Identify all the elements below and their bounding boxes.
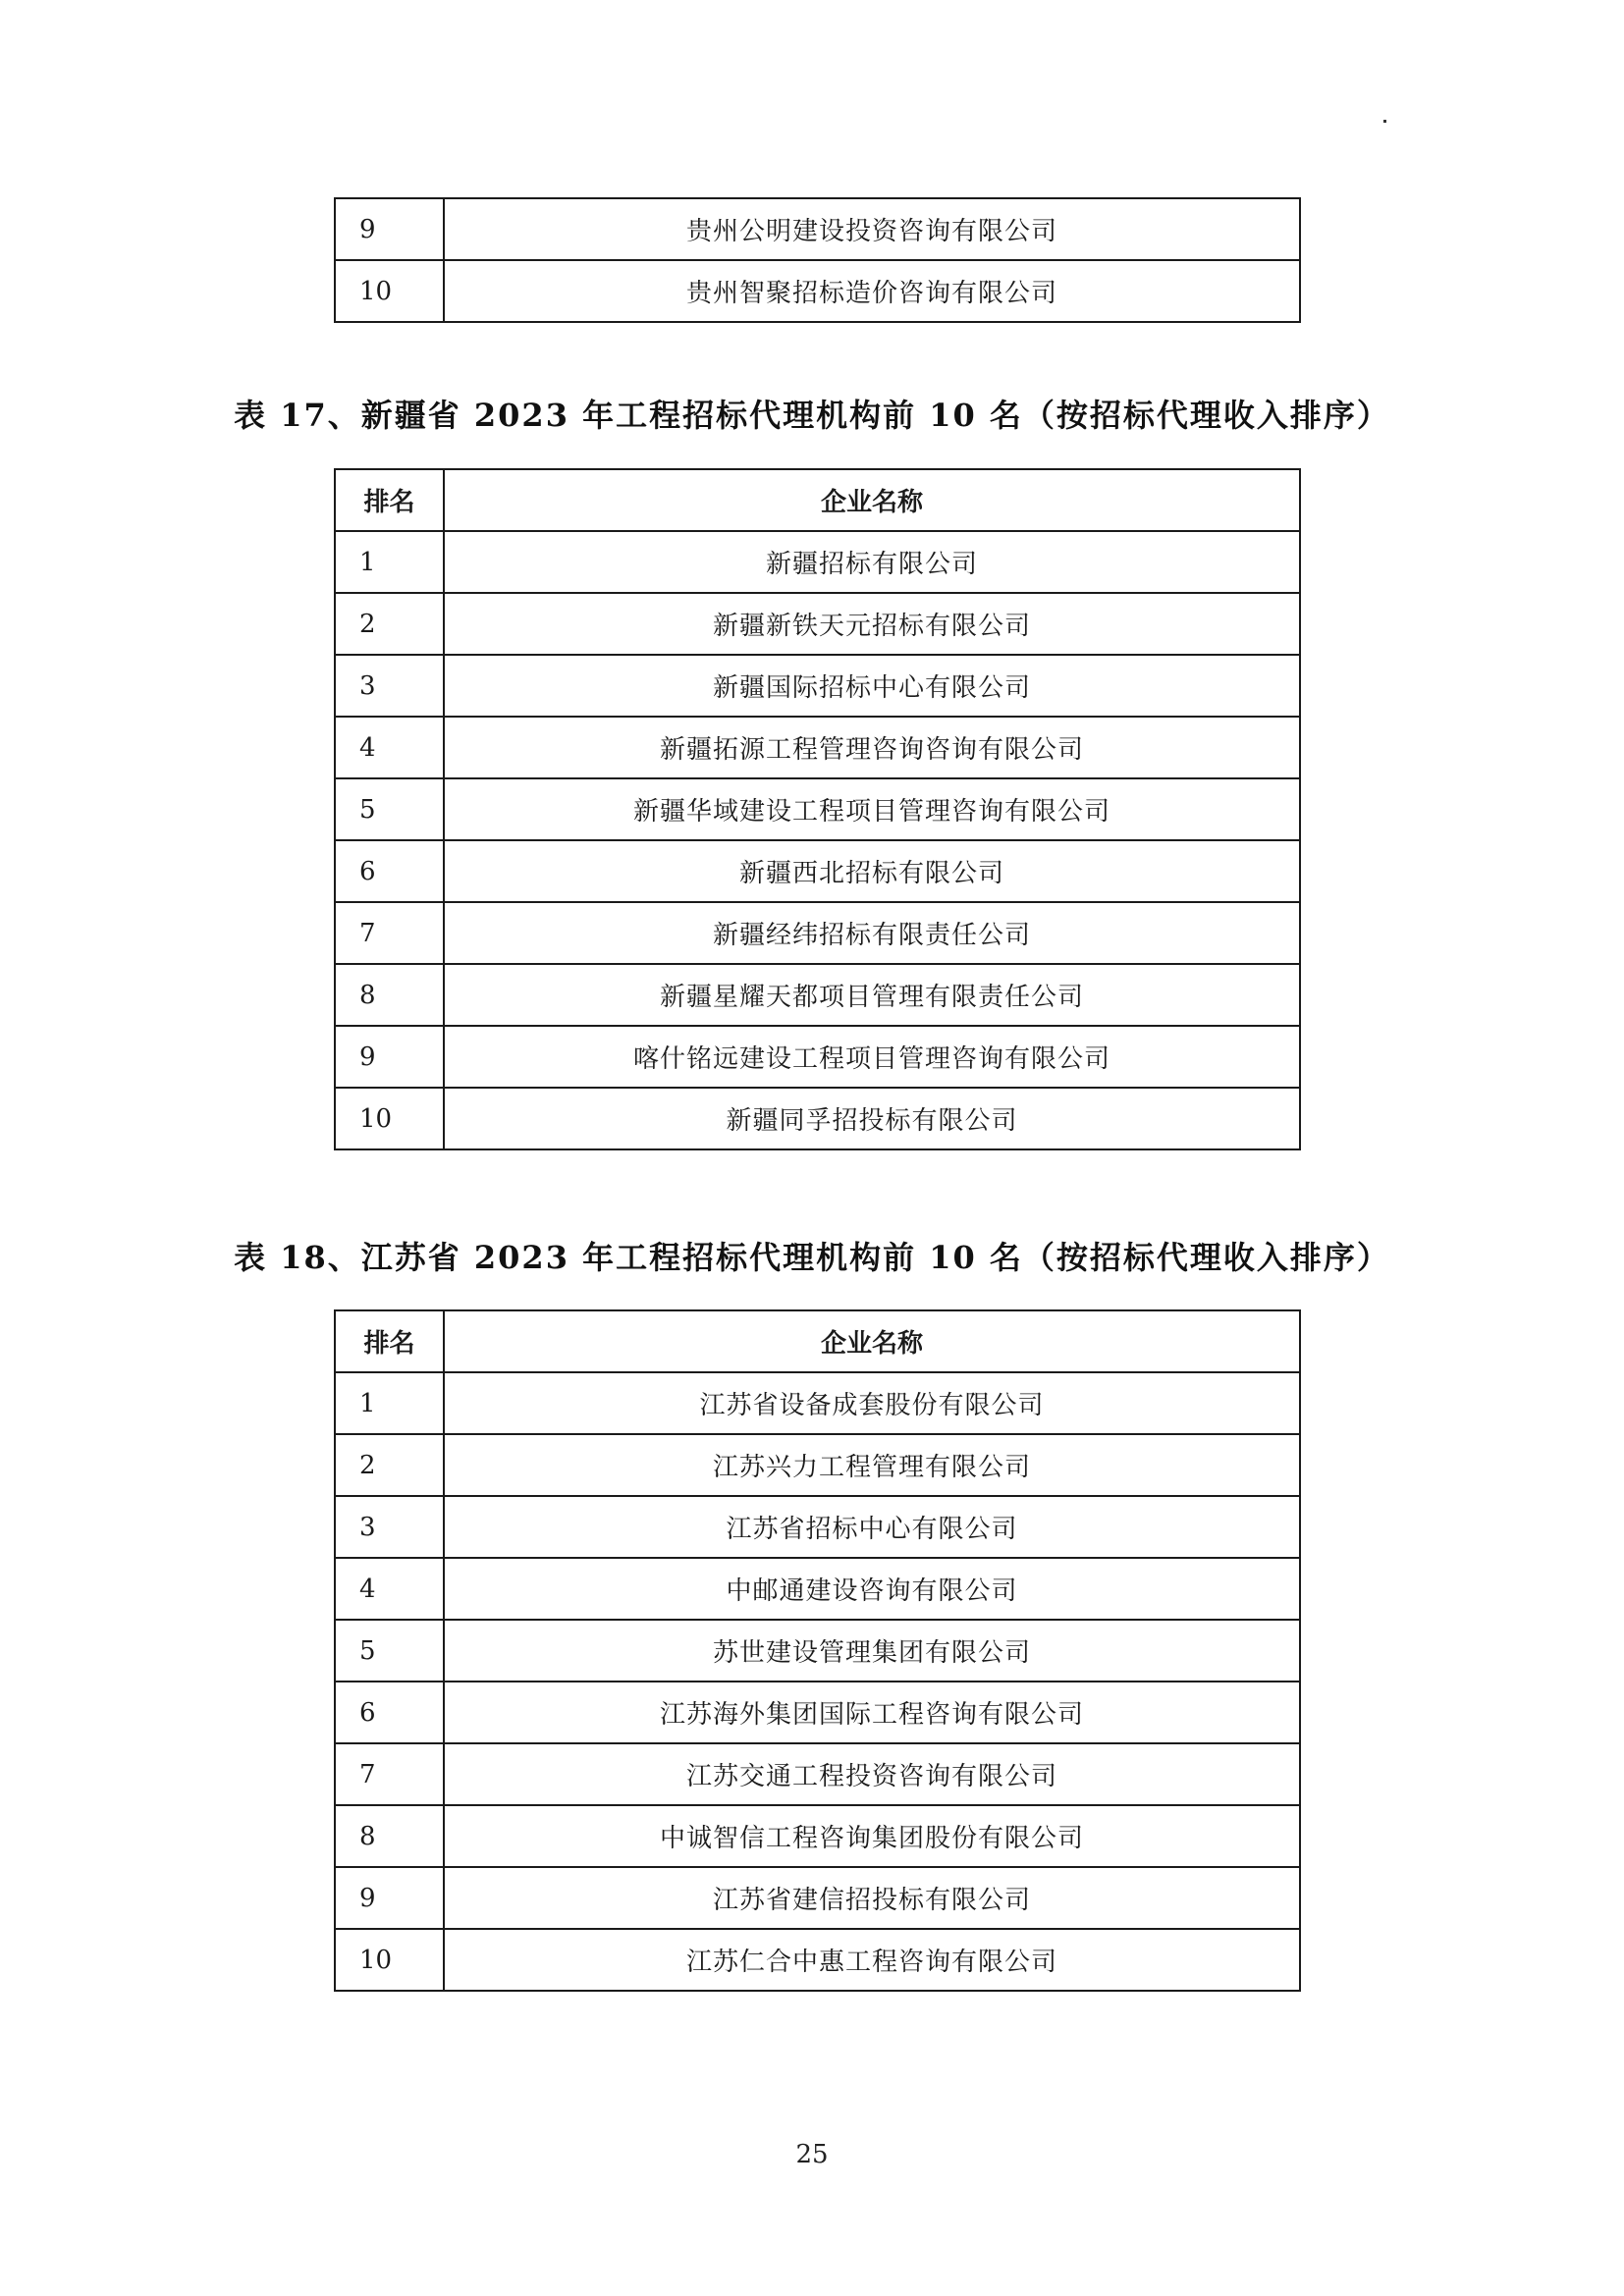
company-name-cell: 贵州公明建设投资咨询有限公司 — [444, 198, 1300, 260]
rank-cell: 3 — [335, 1496, 444, 1558]
company-name-cell: 江苏省招标中心有限公司 — [444, 1496, 1300, 1558]
company-name-cell: 江苏海外集团国际工程咨询有限公司 — [444, 1682, 1300, 1743]
table-row — [335, 531, 1300, 593]
company-name-cell: 新疆星耀天都项目管理有限责任公司 — [444, 964, 1300, 1026]
table-row — [335, 655, 1300, 717]
company-name-cell: 新疆西北招标有限公司 — [444, 840, 1300, 902]
table-row — [335, 198, 1300, 260]
company-name-cell: 江苏兴力工程管理有限公司 — [444, 1434, 1300, 1496]
table-row — [335, 1088, 1300, 1149]
table-row — [335, 840, 1300, 902]
company-name-cell: 苏世建设管理集团有限公司 — [444, 1620, 1300, 1682]
continuation-table — [334, 197, 1301, 323]
table-row — [335, 1496, 1300, 1558]
table-row — [335, 778, 1300, 840]
table-row — [335, 902, 1300, 964]
company-name-cell: 中诚智信工程咨询集团股份有限公司 — [444, 1805, 1300, 1867]
rank-cell: 10 — [335, 1929, 444, 1991]
company-name-cell: 新疆招标有限公司 — [444, 531, 1300, 593]
rank-header: 排名 — [335, 469, 444, 531]
rank-cell: 4 — [335, 1558, 444, 1620]
rank-cell: 10 — [335, 1088, 444, 1149]
rank-cell: 2 — [335, 593, 444, 655]
table-row — [335, 1929, 1300, 1991]
rank-cell: 7 — [335, 1743, 444, 1805]
company-name-cell: 新疆华域建设工程项目管理咨询有限公司 — [444, 778, 1300, 840]
table-row — [335, 1372, 1300, 1434]
company-name-cell: 新疆同孚招投标有限公司 — [444, 1088, 1300, 1149]
company-name-cell: 新疆经纬招标有限责任公司 — [444, 902, 1300, 964]
rank-cell: 5 — [335, 778, 444, 840]
company-name-cell: 江苏仁合中惠工程咨询有限公司 — [444, 1929, 1300, 1991]
header-row — [335, 1310, 1300, 1372]
table-row — [335, 1867, 1300, 1929]
table-row — [335, 593, 1300, 655]
table-row — [335, 1026, 1300, 1088]
table-row — [335, 1434, 1300, 1496]
rank-cell: 1 — [335, 531, 444, 593]
rank-cell: 7 — [335, 902, 444, 964]
table-row — [335, 717, 1300, 778]
header-row — [335, 469, 1300, 531]
rank-cell: 5 — [335, 1620, 444, 1682]
company-name-cell: 喀什铭远建设工程项目管理咨询有限公司 — [444, 1026, 1300, 1088]
rank-cell: 6 — [335, 840, 444, 902]
table-row — [335, 260, 1300, 322]
rank-cell: 6 — [335, 1682, 444, 1743]
company-name-cell: 新疆新铁天元招标有限公司 — [444, 593, 1300, 655]
page-number: 25 — [795, 2140, 829, 2169]
table-row — [335, 1805, 1300, 1867]
rank-cell: 8 — [335, 964, 444, 1026]
table-18 — [334, 1309, 1301, 1992]
company-name-header: 企业名称 — [444, 1310, 1300, 1372]
rank-cell: 10 — [335, 260, 444, 322]
company-name-cell: 新疆国际招标中心有限公司 — [444, 655, 1300, 717]
table-row — [335, 1558, 1300, 1620]
company-name-header: 企业名称 — [444, 469, 1300, 531]
table-row — [335, 1620, 1300, 1682]
company-name-cell: 中邮通建设咨询有限公司 — [444, 1558, 1300, 1620]
rank-cell: 9 — [335, 1026, 444, 1088]
table-17-caption: 表 17、新疆省 2023 年工程招标代理机构前 10 名（按招标代理收入排序） — [234, 397, 1390, 434]
table-18-caption: 表 18、江苏省 2023 年工程招标代理机构前 10 名（按招标代理收入排序） — [234, 1239, 1390, 1276]
company-name-cell: 江苏省建信招投标有限公司 — [444, 1867, 1300, 1929]
rank-cell: 9 — [335, 198, 444, 260]
company-name-cell: 贵州智聚招标造价咨询有限公司 — [444, 260, 1300, 322]
company-name-cell: 江苏省设备成套股份有限公司 — [444, 1372, 1300, 1434]
table-17 — [334, 468, 1301, 1150]
rank-cell: 1 — [335, 1372, 444, 1434]
rank-cell: 9 — [335, 1867, 444, 1929]
rank-cell: 8 — [335, 1805, 444, 1867]
rank-header: 排名 — [335, 1310, 444, 1372]
company-name-cell: 新疆拓源工程管理咨询咨询有限公司 — [444, 717, 1300, 778]
rank-cell: 3 — [335, 655, 444, 717]
rank-cell: 4 — [335, 717, 444, 778]
table-row — [335, 964, 1300, 1026]
corner-dot — [1383, 120, 1386, 123]
company-name-cell: 江苏交通工程投资咨询有限公司 — [444, 1743, 1300, 1805]
rank-cell: 2 — [335, 1434, 444, 1496]
table-row — [335, 1682, 1300, 1743]
table-row — [335, 1743, 1300, 1805]
